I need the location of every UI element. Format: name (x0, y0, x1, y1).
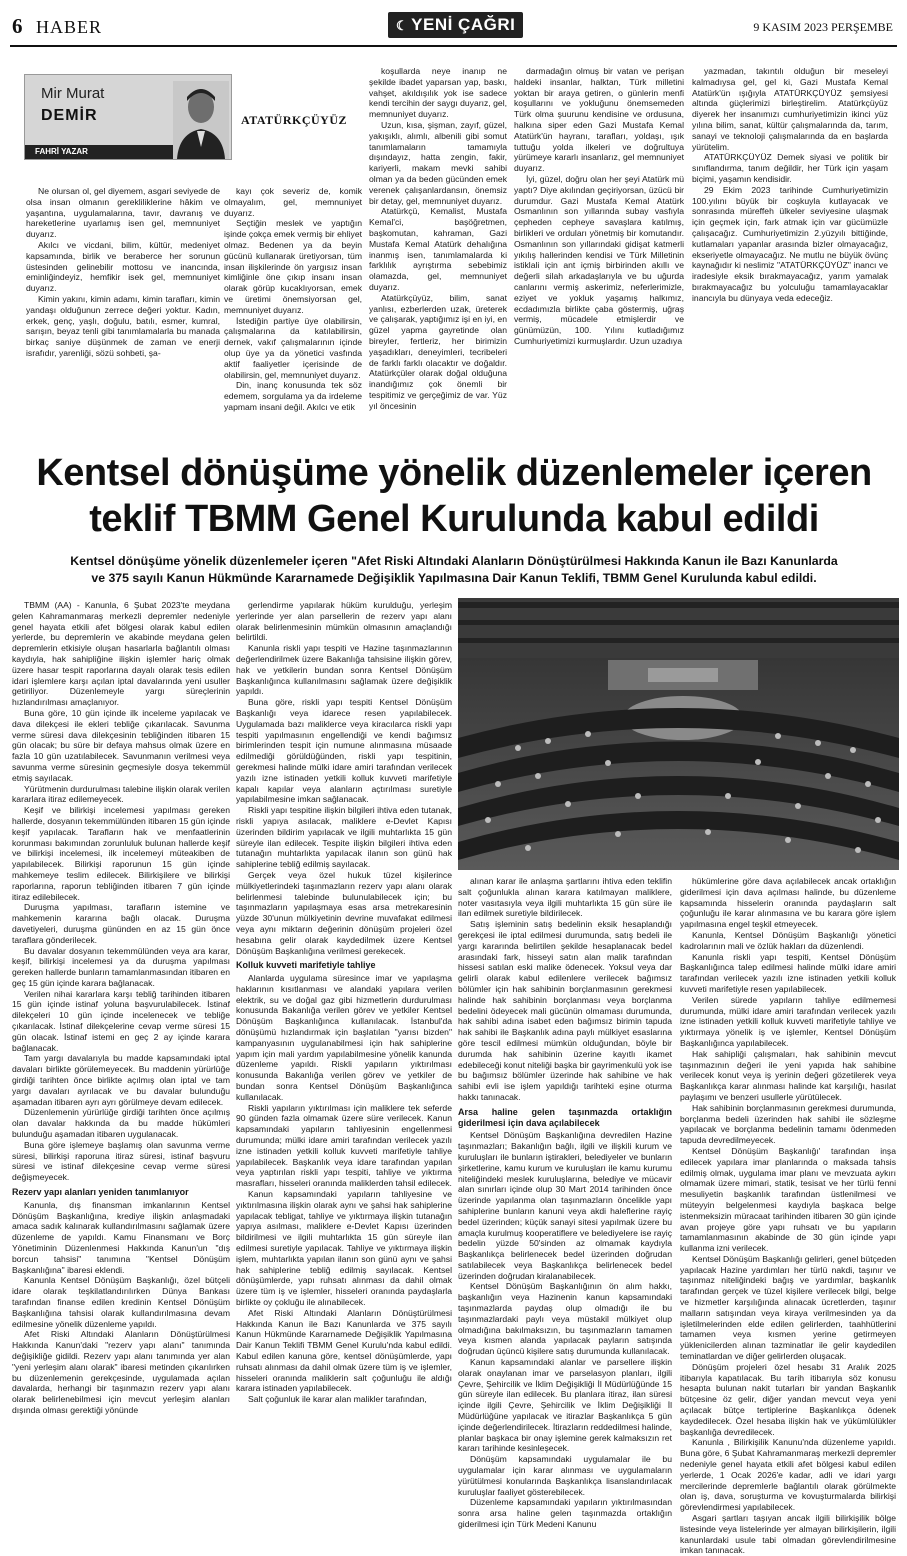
paragraph: Akılcı ve vicdani, bilim, kültür, medeniyet kapsamında, birlik ve beraberce her sorunun üstesinden gelinebilir mottosu ve inancında, eminliğindeyiz, hemfikir isek gel, memnuniyet duyarız. (26, 239, 220, 294)
author-role: FAHRİ YAZAR (25, 145, 175, 159)
headline-line-1: Kentsel dönüşüme yönelik düzenlemeler içeren (36, 452, 872, 494)
paragraph: yazmadan, takıntılı olduğun bir meseleyi kalmadıysa gel, gel ki, Gazi Mustafa Kemal Atatürk'ün ışığıyla ATATÜRKÇÜYÜZ şemsiyesi altında güçlerimizi birleştirelim. Atatürkçüyüz diyerek her insanımızı cumhuriyetimizin ikinci yüz yılına bilim, sanat, kültür çalışmalarında da, tarım, sanayi ve teknoloji çalışmalarında da en başlarda yürütelim. (692, 66, 888, 152)
paragraph: Kanunla riskli yapı tespiti, Kentsel Dönüşüm Başkanlığınca talep edilmesi halinde mülki idare amiri tarafından verilecek yazılı izne istinaden yetkili kolluk kuvveti marifetiyle resen yapılabilecek. (680, 951, 896, 994)
paragraph: Dönüşüm kapsamındaki uygulamalar ile bu uygulamalar için karar alınması ve uygulamaların yürütülmesi konularında Başkanlıkça lisanslandırılacak kuruluşlar faaliyet gösterebilecek. (458, 1454, 672, 1497)
author-first-name: Mir Murat (41, 85, 105, 102)
paragraph: Afet Riski Altındaki Alanların Dönüştürülmesi Hakkında Kanun ile Bazı Kanunlarda ve 375 sayılı Kanun Hükmünde Kararnamede Değişiklik Yapılmasına Dair Kanun Teklifi TBMM Genel Kurulu'nda kabul edildi. Kabul edilen kanuna göre, kentsel dönüşümlerde, yapı ruhsatı alınması da dahil olmak üzere tüm iş ve işlemler, hisseleri oranında maliklerin salt çoğunluğu ile aldığı karara istinaden yapılabilecek. (236, 1307, 452, 1394)
paragraph: Verilen nihai kararlara karşı tebliğ tarihinden itibaren 15 gün içinde istinaf yoluna başvurulabilecek. İstinaf dilekçeleri 10 gün içinde incelenecek ve tebliğe çıkarılacak. İstinaf dilekçelerine cevap verme süresi 15 gün olacak. İstinaf istemi en geç 2 ay içinde karara bağlanacak. (12, 988, 230, 1053)
author-last-name: DEMİR (41, 107, 98, 124)
article-col-4 (680, 876, 896, 1556)
paragraph: Ne olursan ol, gel diyemem, asgari seviyede de olsa insan olmanın gerekliliklerine hâkim ve yaşantına, uygulamalarına, tavır, davranış ve hareketlerine uyarlamış isen gel, memnuniyet duyarız. (26, 186, 220, 240)
paragraph: Kanunla, dış finansman imkanlarının Kentsel Dönüşüm Başkanlığına, krediye ilişkin anlaşmadaki amaca sadık kalınarak kullandırılmasını sağlamak üzere düzenleme de yapıldı. Kamu Finansmanı ve Borç Yönetiminin Düzenlenmesi Hakkında Kanun'un "dış borcun tahsisi" tanımına "Kentsel Dönüşüm Başkanlığına" ibaresi eklendi. (12, 1199, 230, 1275)
paragraph: 29 Ekim 2023 tarihinde Cumhuriyetimizin 100.yılını büyük bir coşkuyla kutlayacak ve sonrasında müreffeh ülkeler seviyesine ulaşmak için geçmek için, fark atmak için var gücümüzle çalışacağız. Cumhuriyetimizin 2.yüzyılı bittiğinde, kutlamaları yapanlar arasında bizler olmayacağız, ekseriyetle olmayacağız. Ne mutlu ne büyük övünç kaynağıdır ki neslimiz "ATATÜRKÇÜYÜZ" inancı ve iradesiyle eksik bırakmayacağız, yarım yamalak bırakmayacağız bu yolculuğu tamamlayacaklar inancıyla bu dünyaya veda edeceğiz. (692, 184, 888, 303)
newspaper-logo (388, 12, 523, 38)
paragraph: Riskli yapıların yıktırılması için maliklere tek seferde 90 günden fazla olmamak üzere süre verilecek. Kanun kapsamındaki yapıların tahliyesinin engellenmesi durumunda; mülki idare amiri tarafından verilecek yazılı izne istinaden yetkili kolluk kuvveti marifetiyle tahliye yapılabilecek. Başkanlık veya idare tarafından yapılan veya yaptırılan riskli yapı tespiti, tahliye ve yıktırma masrafları, hisseleri oranında maliklerden tahsil edilecek. (236, 1102, 452, 1189)
paragraph: Kanun kapsamındaki alanlar ve parsellere ilişkin olarak onaylanan imar ve parselasyon planları, ilgili Çevre, Şehircilik ve İklim Değişikliği İl Müdürlüğünde 15 gün süreyle ilan edilecek. Bu planlara itiraz, ilan süresi içinde ilgili Çevre, Şehircilik ve İklim Değişikliği İl Müdürlüğüne yapılacak ve itirazlar Başkanlıkça 5 gün içinde değerlendirilecek. İtirazların reddedilmesi halinde, planlar başkaca bir onay işlemine gerek kalmaksızın ret kararı tarihinde kesinleşecek. (458, 1357, 672, 1454)
paragraph: Seçtiğin meslek ve yaptığın işinde çokça emek vermiş bir ehliyet olmaz. Bedenen ya da beyin gücünü kullanarak üretiyorsan, tüm insan ilişkilerinde ön yargısız insan kimliğinle öne çıkıp insanı insan olarak görüp kucaklıyorsan, emek ve üretimi önemsiyorsan gel, memnuniyet duyarız. (224, 218, 362, 315)
author-box (24, 74, 232, 160)
paragraph: Buna göre, riskli yapı tespiti Kentsel Dönüşüm Başkanlığı veya idarece resen yapılabilecek. Uygulamada bazı maliklerce veya kiracılarca riskli yapı tespiti yapılmasının engellendiği ve kendi bağımsız birimlerinden tespit için numune alınmasına müsaade edilmediği görüldüğünden, riskli yapı tespitinin, gerekmesi halinde mülki idare amiri tarafından verilecek yazılı izne istinaden yetkili kolluk kuvveti marifetiyle kapalı kapılar veya alanların açtırılması suretiyle yapılabilmesine imkan sağlanacak. (236, 697, 452, 805)
paragraph: Yürütmenin durdurulması talebine ilişkin olarak verilen kararlara itiraz edilemeyecek. (12, 783, 230, 805)
paragraph: Asgari şartları taşıyan ancak ilgili bilirkişilik bölge listesinde veya listelerinde yer almayan bilirkişilerin, ilgili kanunlardaki usule tabi olmadan görevlendirilmesine imkan tanınacak. (680, 1513, 896, 1556)
paragraph: Hak sahibinin borçlanmasının gerekmesi durumunda, borçlanma bedeli üzerinden hak sahibi ile sözleşme yapılacak ve borçlanma bedelinin tamamı ödenmeden tapuda devredilmeyecek. (680, 1102, 896, 1146)
paragraph: Verilen sürede yapıların tahliye edilmemesi durumunda, mülki idare amiri tarafından verilecek yazılı izne istinaden yetkili kolluk kuvveti marifetiyle tahliye ve yıktırmaya yönelik iş ve işlemler, Kentsel Dönüşüm Başkanlığınca yapılabilecek. (680, 994, 896, 1048)
paragraph: Afet Riski Altındaki Alanların Dönüştürülmesi Hakkında Kanun'daki "rezerv yapı alanı" tanımında değişikliğe gidildi. Rezerv yapı alanı tanımında yer alan "yeni yerleşim alanı olarak" ibaresi metinden çıkarılırken bu düzenlemenin gerekçesinde, uygulamada açılan davalarda, herhangi bir taşınmazın rezerv yapı alanı olarak belirlenebilmesi için mevcut yerleşim alanları dışında olması gerektiği yönünde (12, 1329, 230, 1415)
paragraph: Atatürkçüyüz, bilim, sanat yanlısı, ezberlerden uzak, üreterek ve çalışarak, yaptığımız işi en iyi, en güzel yapma gayretinde olan bireyler, fertleriz, her birimizin yaşadıkları, deneyimleri, tecribeleri de farklı farklı olacaktır ve doğaldır. Atatürkçüler olarak doğal olduğuna inandığımız çok önemli bir tespitimiz ve gerçeğimiz de var. Yüz yıl öncesinin (369, 292, 507, 411)
paragraph: Gerçek veya özel hukuk tüzel kişilerince mülkiyetlerindeki taşınmazların rezerv yapı alanı olarak belirlenmesi talebinde bulunulabilecek için; bu taşınmazların yapılaşmaya esas arsa metrekaresinin yüzde 30'unun mülkiyetinin devrine muvafakat edilmesi veya aynı miktarın değerinin dönüşüm projeleri özel hesabına gelir olarak kaydedilmek üzere Kentsel Dönüşüm Başkanlığına verilmesi gerekecek. (236, 869, 452, 956)
paragraph: hükümlerine göre dava açılabilecek ancak ortaklığın giderilmesi için dava açılması halinde, bu düzenleme kapsamında hisselerin oranında paydaşların salt çoğunluğu ile karar alınmasına ve bu karara göre işlem yapılmasına engel teşkil etmeyecek. (680, 876, 896, 930)
paragraph: kayı çok severiz de, komik olmayalım, gel, memnuniyet duyarız. (224, 186, 362, 218)
paragraph: Duruşma yapılması, tarafların istemine ve mahkemenin kararına bağlı olacak. Duruşma davetiyeleri, duruşma gününden en az 15 gün önce taraflara gönderilecek. (12, 902, 230, 945)
author-photo (173, 81, 229, 159)
masthead (0, 0, 907, 44)
paragraph: İstediğin partiye üye olabilirsin, çalışmalarına da katılabilirsin, dernek, vakıf çalışmalarının içinde olup üye ya da yönetici vasfında aktif faaliyetler içerisinde de olabilirsin, gel, memnuniyet duyarız. (224, 315, 362, 380)
paragraph: Din, inanç konusunda tek söz edemem, sorgulama ya da irdeleme yapmam insani değil. Akılcı ve etik (224, 380, 362, 412)
paragraph: Atatürkçü, Kemalist, Mustafa Kemal'ci, başöğretmen, başkomutan, kahraman, Gazi Mustafa Kemal Atatürk dehalığına inanmış isen, tanımlamalarda ki farklılık ayrıştırma sebebimiz olamazda, gel, memnuniyet duyarız. (369, 206, 507, 292)
article-subhead (14, 553, 894, 587)
crescent-icon: ☾ (396, 18, 409, 33)
paragraph: Kanunla Kentsel Dönüşüm Başkanlığı, özel bütçeli idare olarak teşkilatlandırılırken Dünya Bankası tarafından finanse edilen kredinin Kentsel Dönüşüm Başkanlığına tahsisi olarak kullandırılmasına devam edilmesine yönelik düzenleme yapıldı. (12, 1275, 230, 1329)
article-col-3 (458, 876, 672, 1530)
paragraph: Kanunla, Kentsel Dönüşüm Başkanlığı yönetici kadrolarının mali ve özlük hakları da düzenlendi. (680, 929, 896, 951)
paragraph: Kanunla riskli yapı tespiti ve Hazine taşınmazlarının değerlendirilmek üzere Bakanlığa tahsisine ilişkin görev, hak ve yetkilerin bundan sonra Kentsel Dönüşüm Başkanlığınca kullanılmasını sağlamak üzere değişiklik yapıldı. (236, 643, 452, 697)
paragraph: TBMM (AA) - Kanunla, 6 Şubat 2023'te meydana gelen Kahramanmaraş merkezli depremler nedeniyle genel hayata etkili afet bölgesi olarak kabul edilen yerlerde, bu depremlerin ve akabinde meydana gelen depremlerin etkisiyle oluşan hasarlarla bağlantılı olması kaydıyla, hak sahipliğine ilişkin işlemler hariç olmak üzere hasar tespit raporlarına dayalı olarak tesis edilen idari işlemlere karşı açılan iptal davalarında yeni usuller getiriliyor. Düzenlemeyle yargı süreçlerinin hızlandırılması amaçlanıyor. (12, 600, 230, 708)
article-col-2 (236, 600, 452, 1498)
headline-line-2: teklif TBMM Genel Kurulunda kabul edildi (89, 498, 819, 540)
section-name: HABER (36, 17, 103, 37)
paragraph: ATATÜRKÇÜYÜZ Demek siyasi ve politik bir sınıflandırma, tanım değildir, her Türk için yaşam biçimi, yaşamın kendisidir. (692, 152, 888, 184)
paragraph: Tam yargı davalarıyla bu madde kapsamındaki iptal davaları birlikte görülemeyecek. Bu maddenin yürürlüğe girdiği tarihten önce birlikte açılmış olan iptal ve tam yargı davaları ayrılacak ve bu davalar bulunduğu aşamadan itibaren ayrı ayrı görülmeye devam edilecek. (12, 1053, 230, 1107)
parliament-photo (458, 598, 899, 870)
paragraph: koşullarda neye inanıp ne şekilde ibadet yaparsan yap, baskı, vahşet, akıldışılık yok ise sadece kendi tercihin der saygı duyarız, gel, memnuniyet duyarız. (369, 66, 507, 120)
paragraph: Satış işleminin satış bedelinin eksik hesaplandığı gerekçesi ile iptal edilmesi durumunda, satış bedeli ile yargı kararında belirtilen şekilde hesaplanacak bedel arasındaki fark, hisseyi satın alan malik tarafından hissesi satılan eski malike ödenecek. Yoksul veya dar gelirli olarak kabul edilenlere verilecek bağımsız bölümler için hak sahibinin borçlanmasının gerekmesi halinde hak sahibinin borçlanması veya borçlanma bedelini ödeyecek mali gücünün olmaması durumunda, hak sahibi adına isabet eden bağımsız birimin tapuda hak sahibi ile Başkanlık adına paylı mülkiyet esaslarına göre tescil edilmesi mümkün olduğundan, böyle bir durumda hak sahibinin üzerine kayıtlı ikamet edebileceği konut niteliği başka bir gayrimenkulü yok ise bu bağımsız bölümler üzerinde hak sahibine ve hak sahibi evli ise işlem yapıldığı tarihteki eşine oturma hakkı tanınacak. (458, 919, 672, 1102)
paragraph: Kimin yakını, kimin adamı, kimin tarafları, kimin yandaşı olduğunun zerrece değeri yoktur. Kadın, erkek, genç, yaşlı, doğulu, batılı, esmer, kumral, sarışın, beyaz tenli gibi tanımlamalarla bu manada birkaç saniye düşünmek de zaman ve enerji israfıdır, yarenliği, sözü sohbeti, şa- (26, 293, 220, 358)
paragraph: Düzenlemenin yürürlüğe girdiği tarihten önce açılmış olan davalar hakkında da bu madde hükümleri bulunduğu aşamadan itibaren uygulanacak. (12, 1107, 230, 1140)
paragraph: Alanlarda uygulama süresince imar ve yapılaşma haklarının kısıtlanması ve alandaki yapılara verilen elektrik, su ve doğal gaz gibi hizmetlerin durdurulması konusunda Bakanlığa verilen görev ve yetkiler Kentsel Dönüşüm Başkanlığınca kullanılacak. İstanbul'da dönüşümü hızlandırmak için başlatılan "yarısı bizden" kampanyasının uygulanabilmesi için hak sahiplerine yapım için mali yardım yapılabilmesine yönelik kanunda düzenleme yapıldı. Riskli yapıların yıktırılması konusunda Bakanlığa verilen görev ve yetkiler de bundan sonra Kentsel Dönüşüm Başkanlığınca kullanılacak. (236, 973, 452, 1102)
paragraph: Buna göre, 10 gün içinde ilk inceleme yapılacak ve dava dilekçesi ile ekleri tebliğe çıkarılacak. Savunma verme süresi dava dilekçesinin tebliğinden itibaren 15 gün olacak; bu süre bir defaya mahsus olmak üzere en fazla 10 gün uzatılabilecek. Savunmanın verilmesi veya savunma verme süresinin geçmesiyle dosya tekemmül etmiş sayılacak. (12, 707, 230, 783)
subhead-line-1: Kentsel dönüşüme yönelik düzenlemeler içeren "Afet Riski Altındaki Alanların Dönüştürülmesi Hakkında Kanun ile Bazı Kanunlarda (70, 554, 838, 568)
logo-text: YENİ ÇAĞRI (411, 15, 516, 34)
paragraph: İyi, güzel, doğru olan her şeyi Atatürk mü yaptı? Diye akılından geçiriyorsan, üzücü bir durumdur. Gazi Mustafa Kemal Atatürk Osmanlının son yıllarında subay vasfıyla çepheden cepheye savaşlara katılmış, birlikleri ve orduları yönetmiş bir komutandır. Osmanlının son yıllarındaki gidişat katmerli yıkılış hallerinden kendisi ve Türk Milletinin istiklali için ant içmiş birbirinden akıllı ve değerli silah arkadaşlarıyla ve bu uğurda canlarını vermiş askerimiz, neferlerimizle, eziyet ve yokluk yaşamış halkımız, ecdadımızla birlikte çaba göstermiş, uğraş vermiş, mücadele etmişlerdir ve günümüzün, 100. Yılını kutladığımız Cumhuriyetimizi kurmuşlardır. Uzun uzadıya (514, 173, 684, 346)
paragraph: Hak sahipliği çalışmaları, hak sahibinin mevcut taşınmazının değeri ile yeni yapıda hak sahibine verilecek konut veya iş yerinin değeri gözetilerek veya Başkanlıkça karar alınması halinde kat karşılığı, hasılat paylaşımı ve benzeri usullerle yürütülecek. (680, 1048, 896, 1102)
column-text-4 (514, 66, 684, 460)
top-rule (10, 45, 897, 47)
subtitle: Kolluk kuvveti marifetiyle tahliye (236, 960, 376, 971)
column-text-3 (369, 66, 507, 460)
paragraph: Düzenleme kapsamındaki yapıların yıktırılmasından sonra arsa haline gelen taşınmazda ortaklığın giderilmesi için Türk Medeni Kanunu (458, 1497, 672, 1530)
paragraph: Salt çoğunluk ile karar alan malikler tarafından, (248, 1394, 427, 1405)
paragraph: Buna göre işlemeye başlamış olan savunma verme süresi, bilirkişi raporuna itiraz süresi, istinaf başvuru süresi ve istinaf dilekçesine cevap verme süresi değişmeyecek. (12, 1139, 230, 1183)
paragraph: Dönüşüm projeleri özel hesabı 31 Aralık 2025 itibarıyla kapatılacak. Bu tarih itibarıyla söz konusu hesapta bulunan nakit tutarları bir yandan Başkanlık bütçesine öz gelir, diğer yandan mevcut veya yeni açılacak bütçe tertiplerine Başkanlıkça ödenek kaydedilecek. Özel hesaba ilişkin hak ve yükümlülükler başkanlığa devredilecek. (680, 1361, 896, 1437)
column-text-5 (692, 66, 888, 460)
paragraph: Kentsel Dönüşüm Başkanlığına devredilen Hazine taşınmazları; Bakanlığın bağlı, ilgili ve ilişkili kurum ve kuruluşları ile bunların iştirakleri, belediyeler ve bunların şirketlerine, kamu kurum ve kuruluşları ile kamu kurumu niteliğindeki meslek kuruluşlarına, belediye ve mücavir alan sınırları içinde olup 30 Mart 2014 tarihinden önce üzerinde yapılanma olan taşınmazların öncelikle yapı sahiplerine bunların kanuni veya akdi haleflerine rayiç bedel üzerinden; küçük sanayi sitesi yapılmak üzere bu amaçla kurulmuş kooperatiflere ve belediyelere ise rayiç bedelin yüzde 50'sinden az olmamak kaydıyla Başkanlıkça belirlenecek bedel üzerinden doğrudan satılabilecek veya Başkanlıkça belirlenecek bedel üzerinden doğrudan kiralanabilecek. (458, 1130, 672, 1281)
paragraph: Bu davalar dosyanın tekemmülünden veya ara karar, keşif, bilirkişi incelemesi ya da duruşma yapılması gereken hallerde bunların tamamlanmasından itibaren en geç 15 gün içinde karara bağlanacak. (12, 945, 230, 988)
paragraph: Kentsel Dönüşüm Başkanlığının ön alım hakkı, başkanlığın veya Hazinenin kanun kapsamındaki taşınmazlarda paydaş olup olmadığı ile bu taşınmazlardaki paylı veya müstakil mülkiyet olup olmadığına bakılmaksızın, bu taşınmazların tamamen veya kısmen alanda yapılacak payların satışında doğrudan üçüncü kişilere satış durumunda kullanılacak. (458, 1281, 672, 1357)
paragraph: Kentsel Dönüşüm Başkanlığı gelirleri, genel bütçeden yapılacak Hazine yardımları her türlü nakdi, taşınır ve taşınmaz niteliğindeki bağış ve yardımlar, başkanlık tarafından gerçek ve tüzel kişilere verilecek bilgi, belge ve hizmetler karşılığında alınacak ücretlerden, taşınır malların satışından veya kiraya verilmesinden ya da işletilmelerinden elde edilen gelirlerden, taahhütlerini tamamen veya kısmen yerine getirmeyen yüklenicilerden alınan tazminatlar ile gelir kaydedilen teminatlardan ve diğer gelirlerden oluşacak. (680, 1253, 896, 1362)
paragraph: Kanunla , Bilirkişilik Kanunu'nda düzenleme yapıldı. Buna göre, 6 Şubat Kahramanmaraş merkezli depremler nedeniyle genel hayata etkili afet bölgesi kabul edilen yerlerde, 1 Ocak 2026'e kadar, adli ve idari yargı mercilerinde depremlerle bağlantılı olarak görülmekte olan iş, dava, soruşturma ve kovuşturmalarda bilirkişi görevlendirmesi yapılabilecek. (680, 1437, 896, 1513)
page-number: 6 (12, 14, 23, 38)
paragraph: darmadağın olmuş bir vatan ve perişan haldeki insanlar, halktan, Türk milletini yoktan bir araya getiren, o günlerin menfi koşullarını ve yokluğunu önemsemeden Türk olma şuurunu kendisine ve ordusuna, halkına siper eden Gazi Mustafa Kemal Atatürk'ün hayranı, tarafları, yoldaşı, ışık tuttuğu yolda ilkeleri ve doğrultuya yürümeye kararlı insanlarız, gel memnuniyet duyarız. (514, 66, 684, 174)
column-text-2 (224, 186, 362, 460)
paragraph: gerlendirme yapılarak hüküm kurulduğu, yerleşim yerlerinde yer alan parsellerin de rezerv yapı alanı olarak belirlenmesinin mümkün olmasının amaçlandığı belirtildi. (236, 600, 452, 643)
subtitle: Arsa haline gelen taşınmazda ortaklığın giderilmesi için dava açılabilecek (458, 1106, 672, 1128)
subhead-line-2: ve 375 sayılı Kanun Hükmünde Kararnamede Değişiklik Yapılmasına Dair Kanun Teklifi, TBMM Genel Kurulunda kabul edildi. (91, 571, 817, 585)
paragraph: Keşif ve bilirkişi incelemesi yapılması gereken hallerde, dosyanın tekemmülünden itibaren 15 gün içinde keşif yapılacak. Tarafların hak ve menfaatlerinin korunması bakımından zorunluluk bulunan hallerde keşif ve bilirkişi incelemesi, ilk incelemeyi müteakiben de yapılabilecek. Bilirkişi raporunun 15 gün içinde mahkemeye teslim edilecek. Bilirkişilere ve bilirkişi raporlarına, raporun tebliğinden itibaren 7 gün içinde itiraz edilebilecek. (12, 805, 230, 902)
paragraph: Kanun kapsamındaki yapıların tahliyesine ve yıktırılmasına ilişkin olarak aynı ve şahsi hak sahiplerine yapılacak tebligat, tahliye ve yıktırmaya ilişkin tutanağın yapıya asılması, maliklere e-Devlet Kapısı üzerinden bildirilmesi ve ilgili muhtarlıkta 15 gün süreyle ilan edilmesi suretiyle yapılacak. Tahliye ve yıktırmaya ilişkin işlem, muhtarlıkta yapılan ilanın son günü aynı ve şahsi hak sahiplerine tebliğ edilmiş sayılacak. Kentsel dönüşümlerde, yapı ruhsatı alınması da dahil olmak üzere tüm iş ve işlemler, hisseleri oranında paydaşlarla birlikte oy çokluğu ile alınabilecek. (236, 1189, 452, 1307)
paragraph: alınan karar ile anlaşma şartlarını ihtiva eden teklifin salt çoğunlukla alınan karara katılmayan maliklere, noter vasıtasıyla veya ilgili muhtarlıkta 15 gün süre ile ilan edilmek suretiyle bildirilecek. (458, 876, 672, 919)
column-text-1 (26, 186, 220, 460)
article-headline (14, 450, 894, 542)
paragraph: Uzun, kısa, şişman, zayıf, güzel, yakışıklı, alımlı, albenili gibi somut tanımlamaların tamamıyla dışındayız, hatta zengin, fakir, kariyerli, makam mevki sahibi olman ya da beden gücünden emek verenek çalışanlardansın, önemsiz bir detay, gel, memnuniyet duyarız. (369, 119, 507, 206)
column-title: ATATÜRKÇÜYÜZ (240, 113, 347, 127)
paragraph: Riskli yapı tespitine ilişkin bilgileri ihtiva eden tutanak, riskli yapıya asılacak, maliklere e-Devlet Kapısı üzerinden bildirim yapılacak ve ilgili muhtarlıkta 15 gün süreyle ilan edilecek. Tespite ilişkin bilgileri ihtiva eden tutanağın muhtarlıkta yapılacak ilanın son günü hak sahiplerine tebliğ edilmiş sayılacak. (236, 805, 452, 870)
article-col-1 (12, 600, 230, 1498)
paragraph: Kentsel Dönüşüm Başkanlığı' tarafından inşa edilecek yapılara imar planlarında o maksada tahsis edilmiş olmak, uygulama imar planı ve mevzuata aykırı olmamak üzere mimari, statik, tesisat ve her türlü fenni mesuliyetin başkanlık tarafından üstlenilmesi ve müteyyin belgelenmesi kaydıyla başkaca belge istenmeksizin müracaat tarihinden itibaren 30 gün içinde avan projeye göre yapı ruhsatı ve bu yapıların tamamlanmasının akabinde de 30 gün içinde yapı kullanma izni verilecek. (680, 1145, 896, 1254)
date-line: 9 KASIM 2023 PERŞEMBE (753, 20, 893, 34)
subtitle: Rezerv yapı alanları yeniden tanımlanıyor (12, 1187, 189, 1198)
